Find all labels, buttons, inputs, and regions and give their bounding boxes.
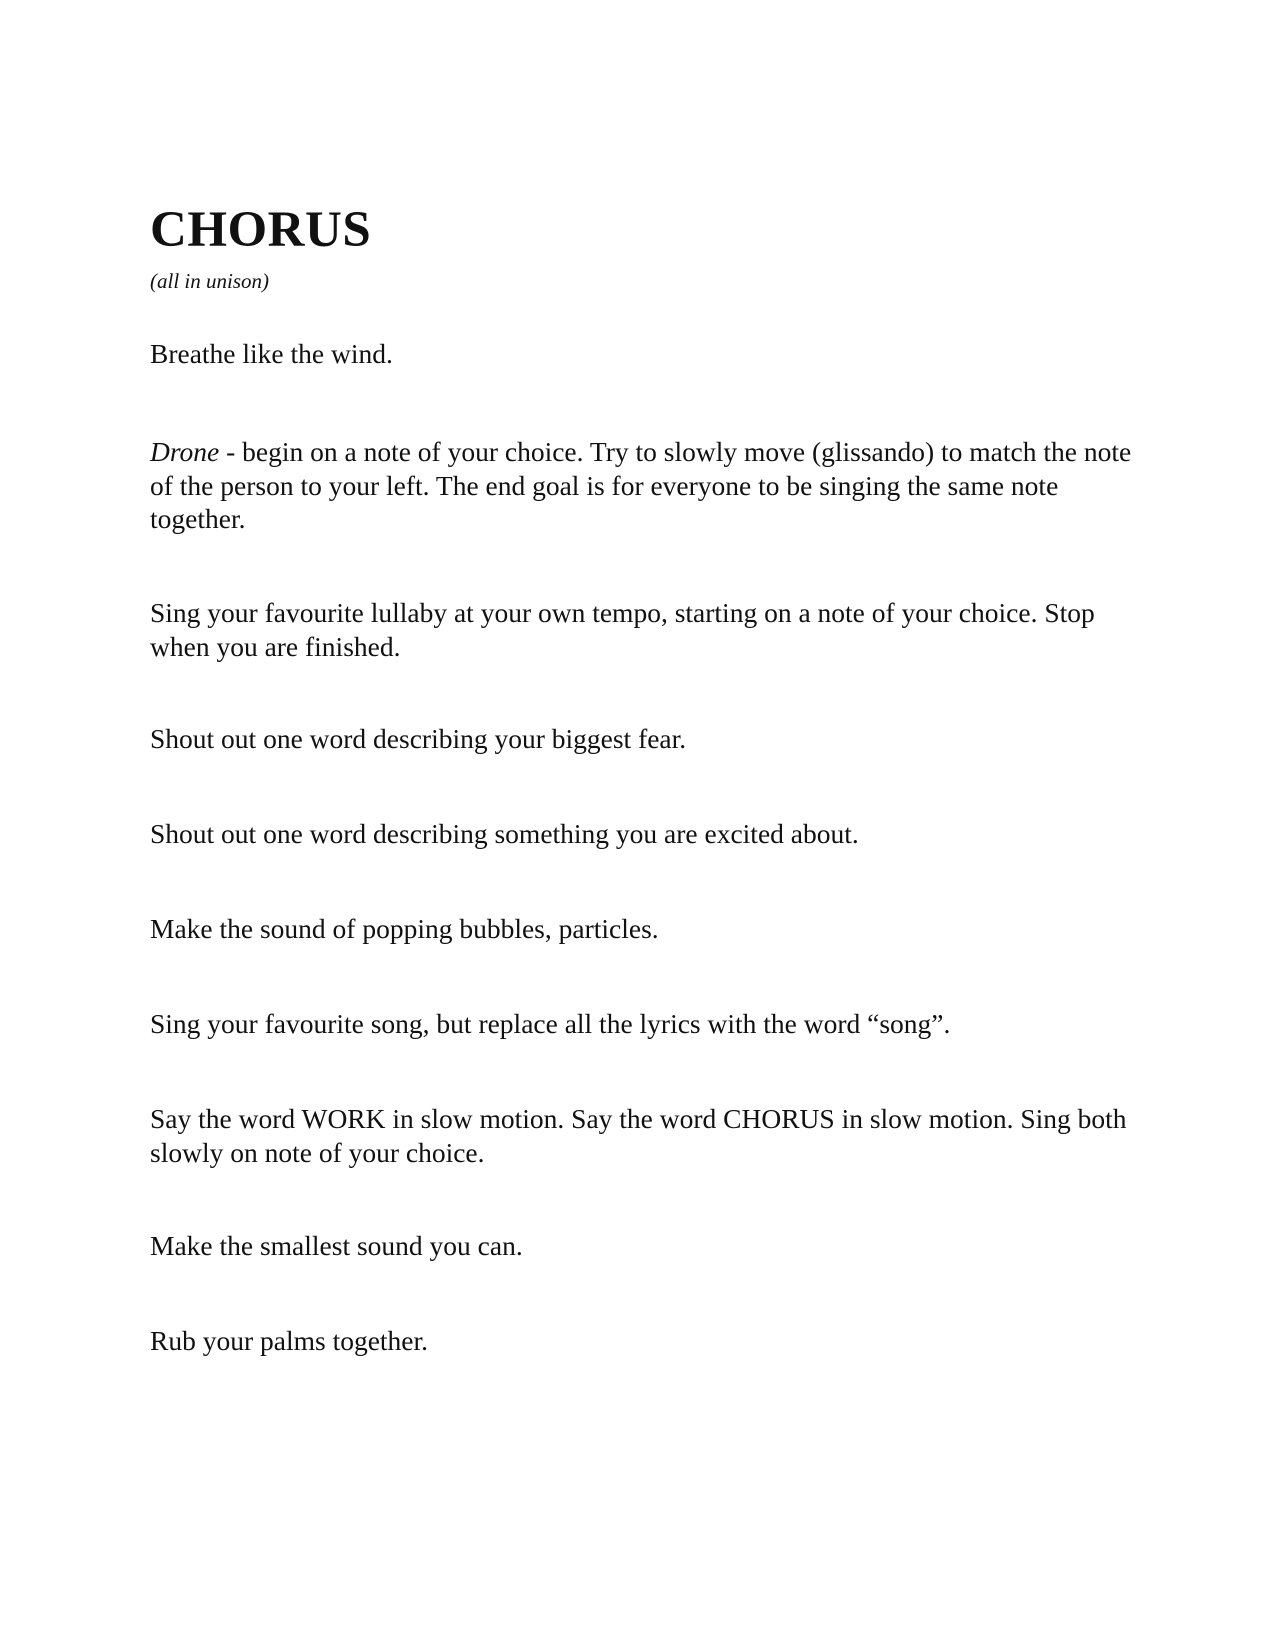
instruction-bubbles: Make the sound of popping bubbles, particles. — [150, 913, 659, 944]
instruction-drone-text: - begin on a note of your choice. Try to slowly move (glissando) to match the note of the person to your left. The end goal is for everyone to be singing the same note together. — [150, 436, 1132, 534]
instruction-breathe: Breathe like the wind. — [150, 338, 393, 369]
page-subtitle: (all in unison) — [150, 269, 269, 293]
instruction-drone-lead: Drone — [150, 436, 220, 467]
instruction-fear: Shout out one word describing your biggest fear. — [150, 723, 687, 754]
instruction-palms: Rub your palms together. — [150, 1325, 429, 1356]
instruction-work-chorus: Say the word WORK in slow motion. Say the word CHORUS in slow motion. Sing both slowly on note of your choice. — [150, 1103, 1127, 1168]
instruction-smallest-sound: Make the smallest sound you can. — [150, 1230, 523, 1261]
instruction-excited: Shout out one word describing something you are excited about. — [150, 818, 859, 849]
page-title: CHORUS — [150, 202, 372, 258]
instruction-drone — [150, 435, 1150, 536]
instruction-song: Sing your favourite song, but replace all the lyrics with the word “song”. — [150, 1008, 951, 1039]
instruction-lullaby: Sing your favourite lullaby at your own tempo, starting on a note of your choice. Stop when you are finished. — [150, 597, 1095, 662]
